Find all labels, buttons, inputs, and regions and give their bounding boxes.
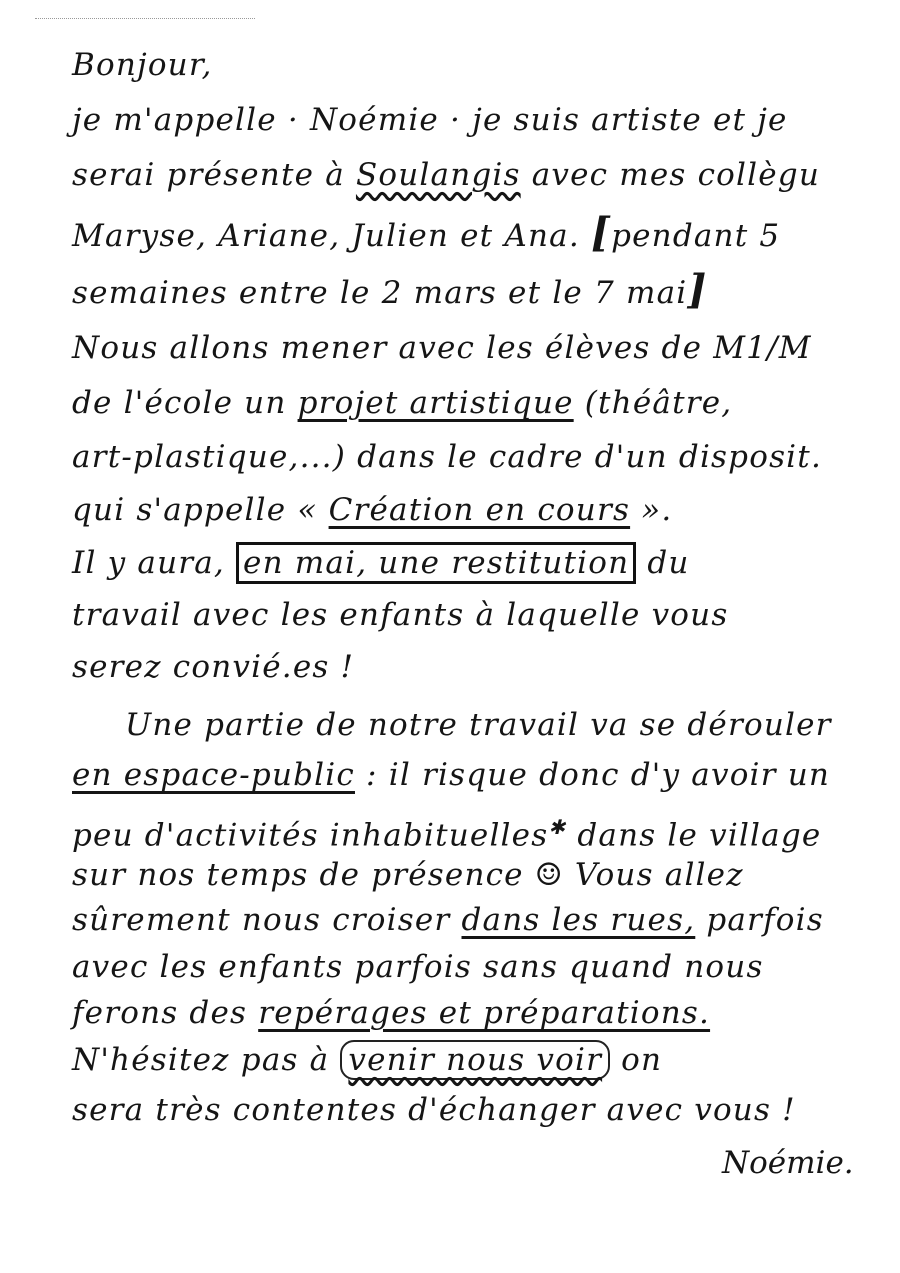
letter-line-10: Il y aura, en mai, une restitution du [72, 538, 887, 588]
dans-les-rues: dans les rues, [461, 902, 696, 938]
page-edge-dots [35, 18, 255, 19]
letter-line-5: semaines entre le 2 mars et le 7 mai] [72, 266, 708, 313]
letter-line-8: art-plastique,...) dans le cadre d'un disposit. [72, 439, 823, 475]
asterisk-icon: ✱ [548, 815, 567, 839]
letter-line-7: de l'école un projet artistique (théâtre, [72, 385, 733, 421]
letter-line-12: serez convié.es ! [72, 649, 355, 685]
letter-line-9: qui s'appelle « Création en cours ». [72, 492, 673, 528]
reperages: repérages et préparations. [258, 995, 711, 1031]
letter-line-6: Nous allons mener avec les élèves de M1/M [72, 330, 812, 366]
letter-line-15: peu d'activités inhabituelles✱ dans le village [72, 815, 822, 854]
close-bracket: ] [687, 266, 708, 313]
letter-line-19: ferons des repérages et préparations. [72, 995, 711, 1031]
letter-line-21: sera très contentes d'échanger avec vous ! [72, 1092, 796, 1128]
letter-line-2: je m'appelle · Noémie · je suis artiste et je [72, 102, 788, 138]
boxed-restitution: en mai, une restitution [236, 542, 636, 584]
letter-line-14: en espace-public : il risque donc d'y avoir un [72, 757, 831, 793]
greeting: Bonjour, [72, 47, 213, 83]
letter-line-18: avec les enfants parfois sans quand nous [72, 949, 764, 985]
letter-line-17: sûrement nous croiser dans les rues, parfois [72, 902, 824, 938]
signature: Noémie. [722, 1145, 854, 1181]
letter-line-3: serai présente à Soulangis avec mes collègu [72, 157, 820, 193]
creation-en-cours: Création en cours [328, 492, 631, 528]
name-noemie: Noémie [309, 102, 439, 138]
letter-line-13: Une partie de notre travail va se dérouler [125, 707, 832, 743]
venir-nous-voir: venir nous voir [340, 1040, 610, 1080]
letter-line-20: N'hésitez pas à venir nous voir on [72, 1042, 663, 1078]
espace-public: en espace-public [72, 757, 355, 793]
projet-artistique: projet artistique [297, 385, 574, 421]
letter-line-11: travail avec les enfants à laquelle vous [72, 597, 729, 633]
letter-line-4: Maryse, Ariane, Julien et Ana. [pendant 5 [72, 209, 781, 256]
open-bracket: [ [590, 209, 612, 256]
letter-line-16: sur nos temps de présence ☺ Vous allez [72, 857, 744, 893]
place-soulangis: Soulangis [355, 157, 521, 193]
